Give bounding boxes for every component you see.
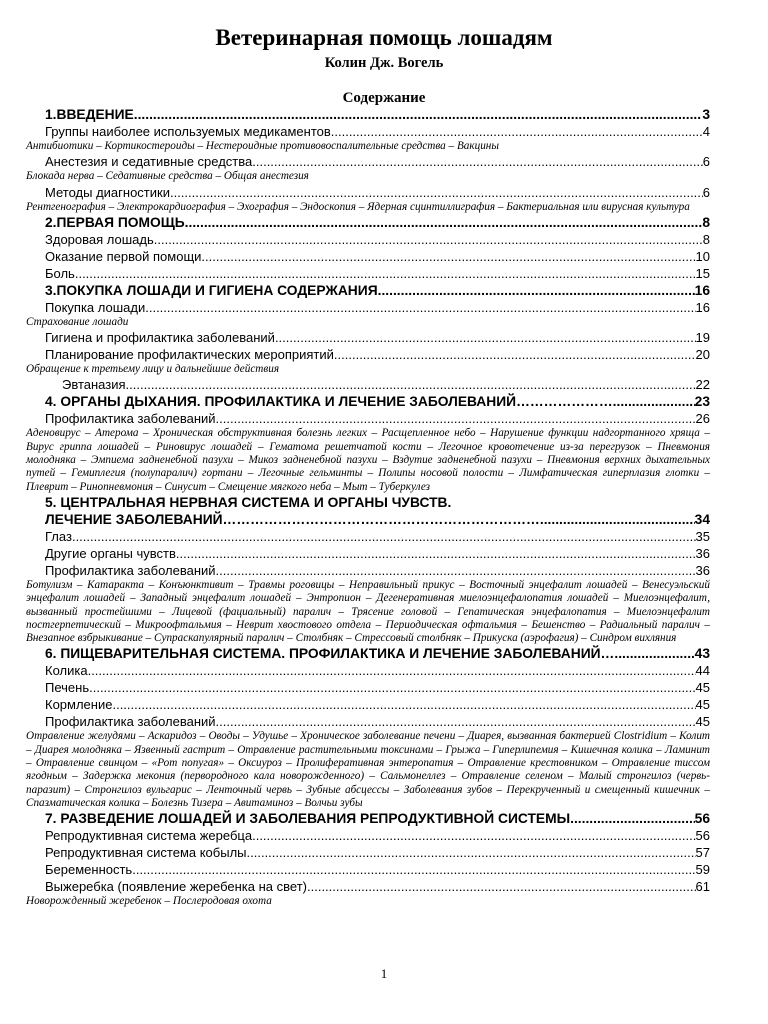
toc-entry-title: Профилактика заболеваний <box>45 411 216 427</box>
toc-page-number: 4 <box>702 124 710 139</box>
toc-section-title: 3.ПОКУПКА ЛОШАДИ И ГИГИЕНА СОДЕРЖАНИЯ <box>45 282 378 298</box>
toc-entry-title: Профилактика заболеваний <box>45 714 216 730</box>
toc-section-4 <box>45 393 710 410</box>
toc-page-number: 26 <box>695 411 710 427</box>
toc-topic-list: Новорожденный жеребенок – Послеродовая охота <box>26 895 272 908</box>
leader-dots <box>201 248 695 265</box>
toc-entry-title: Группы наиболее используемых медикаментов <box>45 124 331 139</box>
toc-topic-list: Аденовирус – Атерома – Хроническая обструктивная болезнь легких – Расщепленное небо – Нарушение функции надгортанного хряща – Вирус гриппа лошадей – Риновирус лошадей – Гематома решетчатой кости – Легочное кровотечение из-за перегрузок – Пневмония молодняка – Эмпиема задненебной пазухи – Микоз задненебной пазухи – Вздутие задненебной пазухи – Пневмония верхних дыхательных путей – Гемиплегия (полупаралич) гортани – Легочные гельминты – Полипы носовой полости – Лимфатическая гиперплазия глотки – Плеврит – Ринопневмония – Синусит – Смещение мягкого неба – Мыт – Туберкулез <box>26 427 710 493</box>
toc-entry-title: Планирование профилактических мероприятий <box>45 347 334 363</box>
toc-entry <box>45 123 710 140</box>
toc-page-number: 56 <box>694 811 710 827</box>
toc-entry <box>45 248 710 265</box>
toc-page-number: 61 <box>695 879 710 895</box>
leader-dots <box>620 393 694 410</box>
toc-page-number: 22 <box>695 377 710 393</box>
toc-page-number: 44 <box>695 663 710 679</box>
toc-entry <box>45 329 710 346</box>
toc-topic-list: Ботулизм – Катаракта – Конъюнктивит – Травмы роговицы – Неправильный прикус – Восточный энцефалит лошадей – Венесуэльский энцефалит лошадей – Западный энцефалит лошадей – Энтропион – Дегенеративная миелоэнцефалопатия лошадей – Миелоэнцефалит, вызванный простейшими – Лицевой (фациальный) паралич – Трясение головой – Гепатическая энцефалопатия – Миелоэнцефалит постгерпетический – Микроофтальмия – Неврит хвостового отдела – Периодическая офтальмия – Бешенство – Радиальный паралич – Внезапное взбрыкивание – Супраскапулярный паралич – Столбняк – Стрессовый столбняк – Прикуска (аэрофагия) – Синдром вихляния <box>26 578 710 645</box>
leader-dots <box>252 827 695 844</box>
toc-entry-title: Глаз <box>45 528 72 544</box>
toc-entry <box>45 184 710 201</box>
toc-entry-title: Беременность <box>45 862 133 878</box>
toc-topic-list: Отравление желудями – Аскаридоз – Оводы – Удушье – Хроническое заболевание печени – Диарея, вызванная бактерией Clostridium – Колит – Диарея молодняка – Язвенный гастрит – Отравление растительными токсинами – Грыжа – Гиперлипемия – Кишечная колика – Ламинит – Отравление свинцом – «Рот попугая» – Оксиуроз – Пролиферативная энтеропатия – Отравление крестовником – Отравление тиссом ягодным – Задержка мекония (первородного кала новорожденного) – Сальмонеллез – Отравление селеном – Малый стронгилоз (червь-паразит) – Стронгилоз вульгарис – Ленточный червь – Зубные абсцессы – Заболевания зубов – Перекрученный и смещенный кишечник – Спазматическая колика – Болезнь Тизера – Авитаминоз – Волчьи зубы <box>26 730 710 809</box>
toc-page-number: 45 <box>695 697 710 713</box>
toc-section-2 <box>45 214 710 231</box>
leader-dots <box>72 528 696 545</box>
toc-topic-list: Страхование лошади <box>26 315 129 328</box>
leader-dots <box>331 123 703 140</box>
toc-page-number: 8 <box>702 231 710 247</box>
toc-entry-title: Покупка лошади <box>45 299 146 315</box>
leader-dots <box>154 231 703 248</box>
toc-entry <box>45 545 710 562</box>
toc-topic-list: Рентгенография – Электрокардиография – Эхография – Эндоскопия – Ядерная сцинтиллиграфия – Бактериальная или вирусная культура <box>26 200 690 213</box>
leader-dots <box>89 679 695 696</box>
leader-dots <box>216 713 696 730</box>
leader-dots <box>252 153 703 170</box>
toc-entry <box>45 265 710 282</box>
toc-entry-title: Боль <box>45 265 75 281</box>
toc-entry-title: Здоровая лошадь <box>45 231 154 247</box>
toc-entry-title: Колика <box>45 663 88 679</box>
toc-section-title: 4. ОРГАНЫ ДЫХАНИЯ. ПРОФИЛАКТИКА И ЛЕЧЕНИЕ ЗАБОЛЕВАНИЙ………………….. <box>45 394 621 410</box>
toc-page-number: 8 <box>702 214 710 230</box>
leader-dots <box>126 376 696 393</box>
toc-section-6 <box>45 645 710 662</box>
leader-dots <box>544 511 695 528</box>
toc-page-number: 34 <box>694 511 710 527</box>
toc-entry-title: Методы диагностики <box>45 184 170 200</box>
toc-page-number: 6 <box>702 154 710 170</box>
toc-page-number: 15 <box>695 265 710 281</box>
toc-entry <box>45 679 710 696</box>
toc-page-number: 19 <box>695 330 710 346</box>
toc-entry-title: Профилактика заболеваний <box>45 562 216 578</box>
toc-page-number: 3 <box>702 107 710 122</box>
toc-topic-list: Обращение к третьему лицу и дальнейшие действия <box>26 363 280 376</box>
toc-entry-title: Репродуктивная система жеребца <box>45 828 253 844</box>
toc-section-5 <box>45 511 710 528</box>
toc-entry <box>45 878 710 895</box>
toc-section-title: ЛЕЧЕНИЕ ЗАБОЛЕВАНИЙ……………………………………………………………. <box>45 511 544 527</box>
toc-topic-list: Блокада нерва – Седативные средства – Общая анестезия <box>26 170 309 183</box>
toc-entry <box>45 410 710 427</box>
toc-section-5-title: 5. ЦЕНТРАЛЬНАЯ НЕРВНАЯ СИСТЕМА И ОРГАНЫ ЧУВСТВ. <box>45 494 452 510</box>
toc-page-number: 16 <box>695 299 710 315</box>
leader-dots <box>275 329 696 346</box>
toc-page-number: 23 <box>694 394 710 410</box>
leader-dots <box>378 282 695 299</box>
toc-entry-title: Другие органы чувств <box>45 545 176 561</box>
leader-dots <box>170 184 703 201</box>
toc-entry <box>62 376 710 393</box>
toc-heading: Содержание <box>342 90 426 106</box>
toc-page-number: 36 <box>695 545 710 561</box>
toc-entry <box>45 662 710 679</box>
toc-entry <box>45 299 710 316</box>
leader-dots <box>88 662 696 679</box>
toc-entry-title: Оказание первой помощи <box>45 248 202 264</box>
toc-entry <box>45 231 710 248</box>
leader-dots <box>176 545 696 562</box>
leader-dots <box>134 106 703 123</box>
toc-section-title: 1.ВВЕДЕНИЕ <box>45 107 134 122</box>
toc-entry <box>45 861 710 878</box>
toc-section-title: 6. ПИЩЕВАРИТЕЛЬНАЯ СИСТЕМА. ПРОФИЛАКТИКА И ЛЕЧЕНИЕ ЗАБОЛЕВАНИЙ….. <box>45 646 623 662</box>
toc-section-1 <box>45 106 710 123</box>
toc-entry <box>45 827 710 844</box>
toc-page-number: 59 <box>695 862 710 878</box>
toc-section-7 <box>45 810 710 827</box>
toc-entry-title: Эвтаназия <box>62 377 126 393</box>
toc-page-number: 45 <box>695 680 710 696</box>
page-number: 1 <box>380 966 388 981</box>
leader-dots <box>132 861 695 878</box>
table-of-contents <box>26 106 710 909</box>
leader-dots <box>112 696 695 713</box>
leader-dots <box>185 214 703 231</box>
toc-section-title: 2.ПЕРВАЯ ПОМОЩЬ <box>45 214 185 230</box>
toc-page-number: 56 <box>695 828 710 844</box>
toc-entry <box>45 528 710 545</box>
leader-dots <box>216 562 696 579</box>
leader-dots <box>334 346 696 363</box>
toc-page-number: 57 <box>695 845 710 861</box>
toc-page-number: 16 <box>694 282 710 298</box>
toc-page-number: 43 <box>694 646 710 662</box>
toc-entry <box>45 346 710 363</box>
toc-entry <box>45 713 710 730</box>
leader-dots <box>247 844 696 861</box>
document-author: Колин Дж. Вогель <box>324 55 444 71</box>
toc-entry-title: Выжеребка (появление жеребенка на свет) <box>45 879 307 895</box>
toc-page-number: 6 <box>702 184 710 200</box>
toc-entry-title: Кормление <box>45 697 113 713</box>
toc-page-number: 45 <box>695 714 710 730</box>
toc-entry-title: Печень <box>45 680 90 696</box>
toc-entry-title: Гигиена и профилактика заболеваний <box>45 330 275 346</box>
toc-entry <box>45 844 710 861</box>
leader-dots <box>307 878 696 895</box>
leader-dots <box>216 410 696 427</box>
toc-page-number: 20 <box>695 347 710 363</box>
toc-section-title: 7. РАЗВЕДЕНИЕ ЛОШАДЕЙ И ЗАБОЛЕВАНИЯ РЕПРОДУКТИВНОЙ СИСТЕМЫ <box>45 811 571 827</box>
toc-entry-title: Анестезия и седативные средства <box>45 154 253 170</box>
toc-entry <box>45 696 710 713</box>
leader-dots <box>570 810 695 827</box>
toc-entry-title: Репродуктивная система кобылы <box>45 845 247 861</box>
toc-page-number: 35 <box>695 528 710 544</box>
toc-page-number: 36 <box>695 562 710 578</box>
toc-entry <box>45 153 710 170</box>
toc-topic-list: Антибиотики – Кортикостероиды – Нестероидные противовоспалительные средства – Вакцины <box>26 140 499 152</box>
document-title: Ветеринарная помощь лошадям <box>215 25 553 50</box>
toc-page-number: 10 <box>695 248 710 264</box>
toc-section-3 <box>45 282 710 299</box>
leader-dots <box>622 645 695 662</box>
leader-dots <box>145 299 695 316</box>
leader-dots <box>75 265 696 282</box>
toc-entry <box>45 562 710 579</box>
